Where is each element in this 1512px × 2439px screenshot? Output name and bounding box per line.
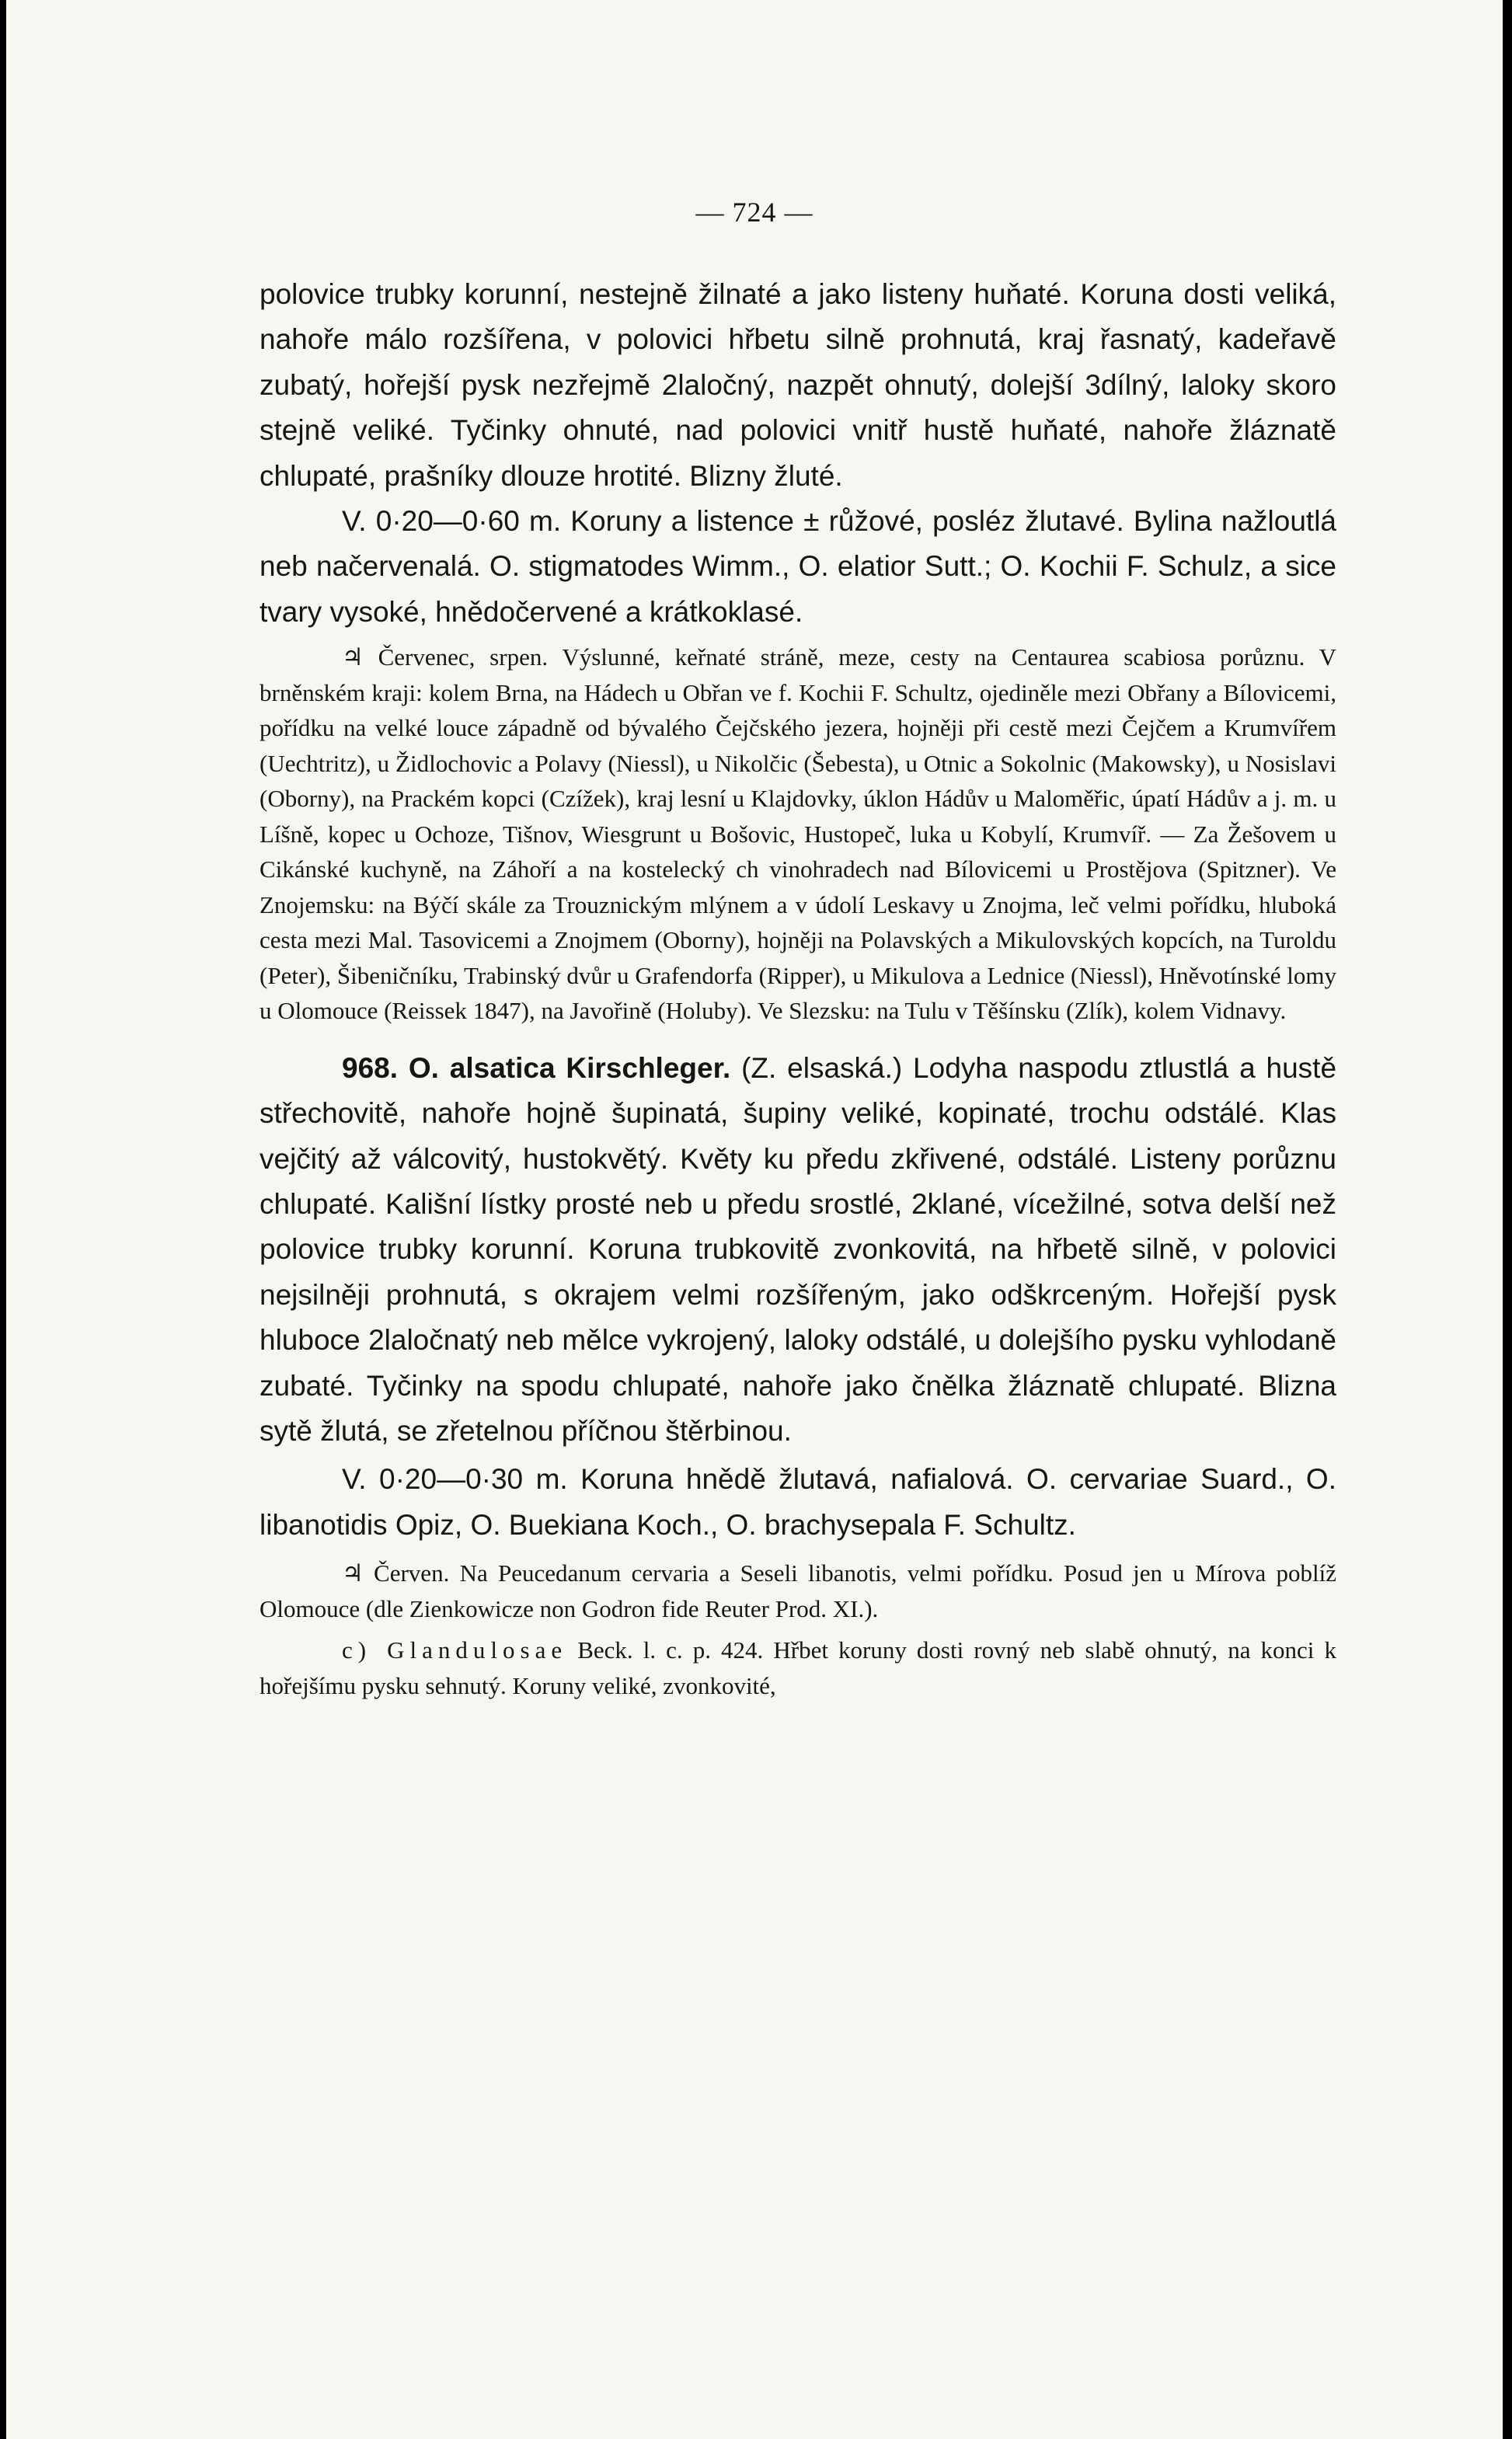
species-description: (Z. elsaská.) Lodyha naspodu ztlustlá a hustě střechovitě, nahoře hojně šupinatá, šupiny veliké, kopinaté, trochu odstálé. Klas vejčitý až válcovitý, hustokvětý. Květy ku předu zkřivené, odstálé. Listeny porůznu chlupaté. Kališní lístky prosté neb u předu srostlé, 2klané, vícežilné, sotva delší než polovice trubky korunní. Koruna trubkovitě zvonkovitá, na hřbetě silně, v polovici nejsilněji prohnutá, s okrajem velmi rozšířeným, jako odškrceným. Hořejší pysk hluboce 2laločnatý neb mělce vykrojený, laloky odstálé, u dolejšího pysku vyhlodaně zubaté. Tyčinky na spodu chlupaté, nahoře jako čnělka žláznatě chlupaté. Blizna sytě žlutá, se zřetelnou příčnou štěrbinou.: [260, 1051, 1337, 1447]
paragraph-localities-2: ♃ Červen. Na Peucedanum cervaria a Seseli libanotis, velmi pořídku. Posud jen u Mírova poblíž Olomouce (dle Zienkowicze non Godron fide Reuter Prod. XI.).: [260, 1559, 1336, 1622]
species-number: 968.: [342, 1051, 399, 1084]
paragraph-description: polovice trubky korunní, nestejně žilnaté a jako listeny huňaté. Koruna dosti veliká, nahoře málo rozšířena, v polovici hřbetu silně prohnutá, kraj řasnatý, kadeřavě zubatý, hořejší pysk nezřejmě 2laločný, nazpět ohnutý, dolejší 3dílný, laloky skoro stejně veliké. Tyčinky ohnuté, nad polovici vnitř hustě huňaté, nahoře žláznatě chlupaté, prašníky dlouze hrotité. Blizny žluté.: [260, 278, 1336, 492]
page-content: [260, 272, 1336, 1703]
section-text: Beck. l. c. p. 424. Hřbet koruny dosti rovný neb slabě ohnutý, na konci k hořejšímu pysku sehnutý. Koruny veliké, zvonkovité,: [260, 1636, 1336, 1699]
paragraph-size-color-2: V. 0·20—0·30 m. Koruna hnědě žlutavá, nafialová. O. cervariae Suard., O. libanotidis Opiz, O. Buekiana Koch., O. brachysepala F. Schultz.: [260, 1463, 1336, 1541]
page-number: — 724 —: [695, 197, 813, 228]
page: [6, 0, 1503, 2439]
paragraph-localities: ♃ Červenec, srpen. Výslunné, keřnaté stráně, meze, cesty na Centaurea scabiosa porůznu. V brněnském kraji: kolem Brna, na Hádech u Obřan ve f. Kochii F. Schultz, ojediněle mezi Obřany a Bílovicemi, pořídku na velké louce západně od bývalého Čejčského jezera, hojněji při cestě mezi Čejčem a Krumvířem (Uechtritz), u Židlochovic a Polavy (Niessl), u Nikolčic (Šebesta), u Otnic a Sokolnic (Makowsky), u Nosislavi (Oborny), na Prackém kopci (Czížek), kraj lesní u Klajdovky, úklon Hádův u Maloměřic, úpatí Hádův a j. m. u Líšně, kopec u Ochoze, Tišnov, Wiesgrunt u Bošovic, Hustopeč, luka u Kobylí, Krumvíř. — Za Žešovem u Cikánské kuchyně, na Záhoří a na kostelecký ch vinohradech nad Bílovicemi u Prostějova (Spitzner). Ve Znojemsku: na Býčí skále za Trouznickým mlýnem a v údolí Leskavy u Znojma, leč velmi pořídku, hluboká cesta mezi Mal. Tasovicemi a Znojmem (Oborny), hojněji na Polavských a Mikulovských kopcích, na Turoldu (Peter), Šibeničníku, Trabinský dvůr u Grafendorfa (Ripper), u Mikulova a Lednice (Niessl), Hněvotínské lomy u Olomouce (Reissek 1847), na Javořině (Holuby). Ve Slezsku: na Tulu v Těšínsku (Zlík), kolem Vidnavy.: [260, 643, 1336, 1025]
section-label: c) Glandulosae: [342, 1636, 568, 1664]
species-name: O. alsatica Kirschleger.: [408, 1051, 731, 1084]
paragraph-size-color: V. 0·20—0·60 m. Koruny a listence ± růžové, posléz žlutavé. Bylina nažloutlá neb načervenalá. O. stigmatodes Wimm., O. elatior Sutt.; O. Kochii F. Schulz, a sice tvary vysoké, hnědočervené a krátkoklasé.: [260, 505, 1336, 628]
species-entry: [260, 1046, 1336, 1455]
section-glandulosae: [260, 1632, 1336, 1703]
